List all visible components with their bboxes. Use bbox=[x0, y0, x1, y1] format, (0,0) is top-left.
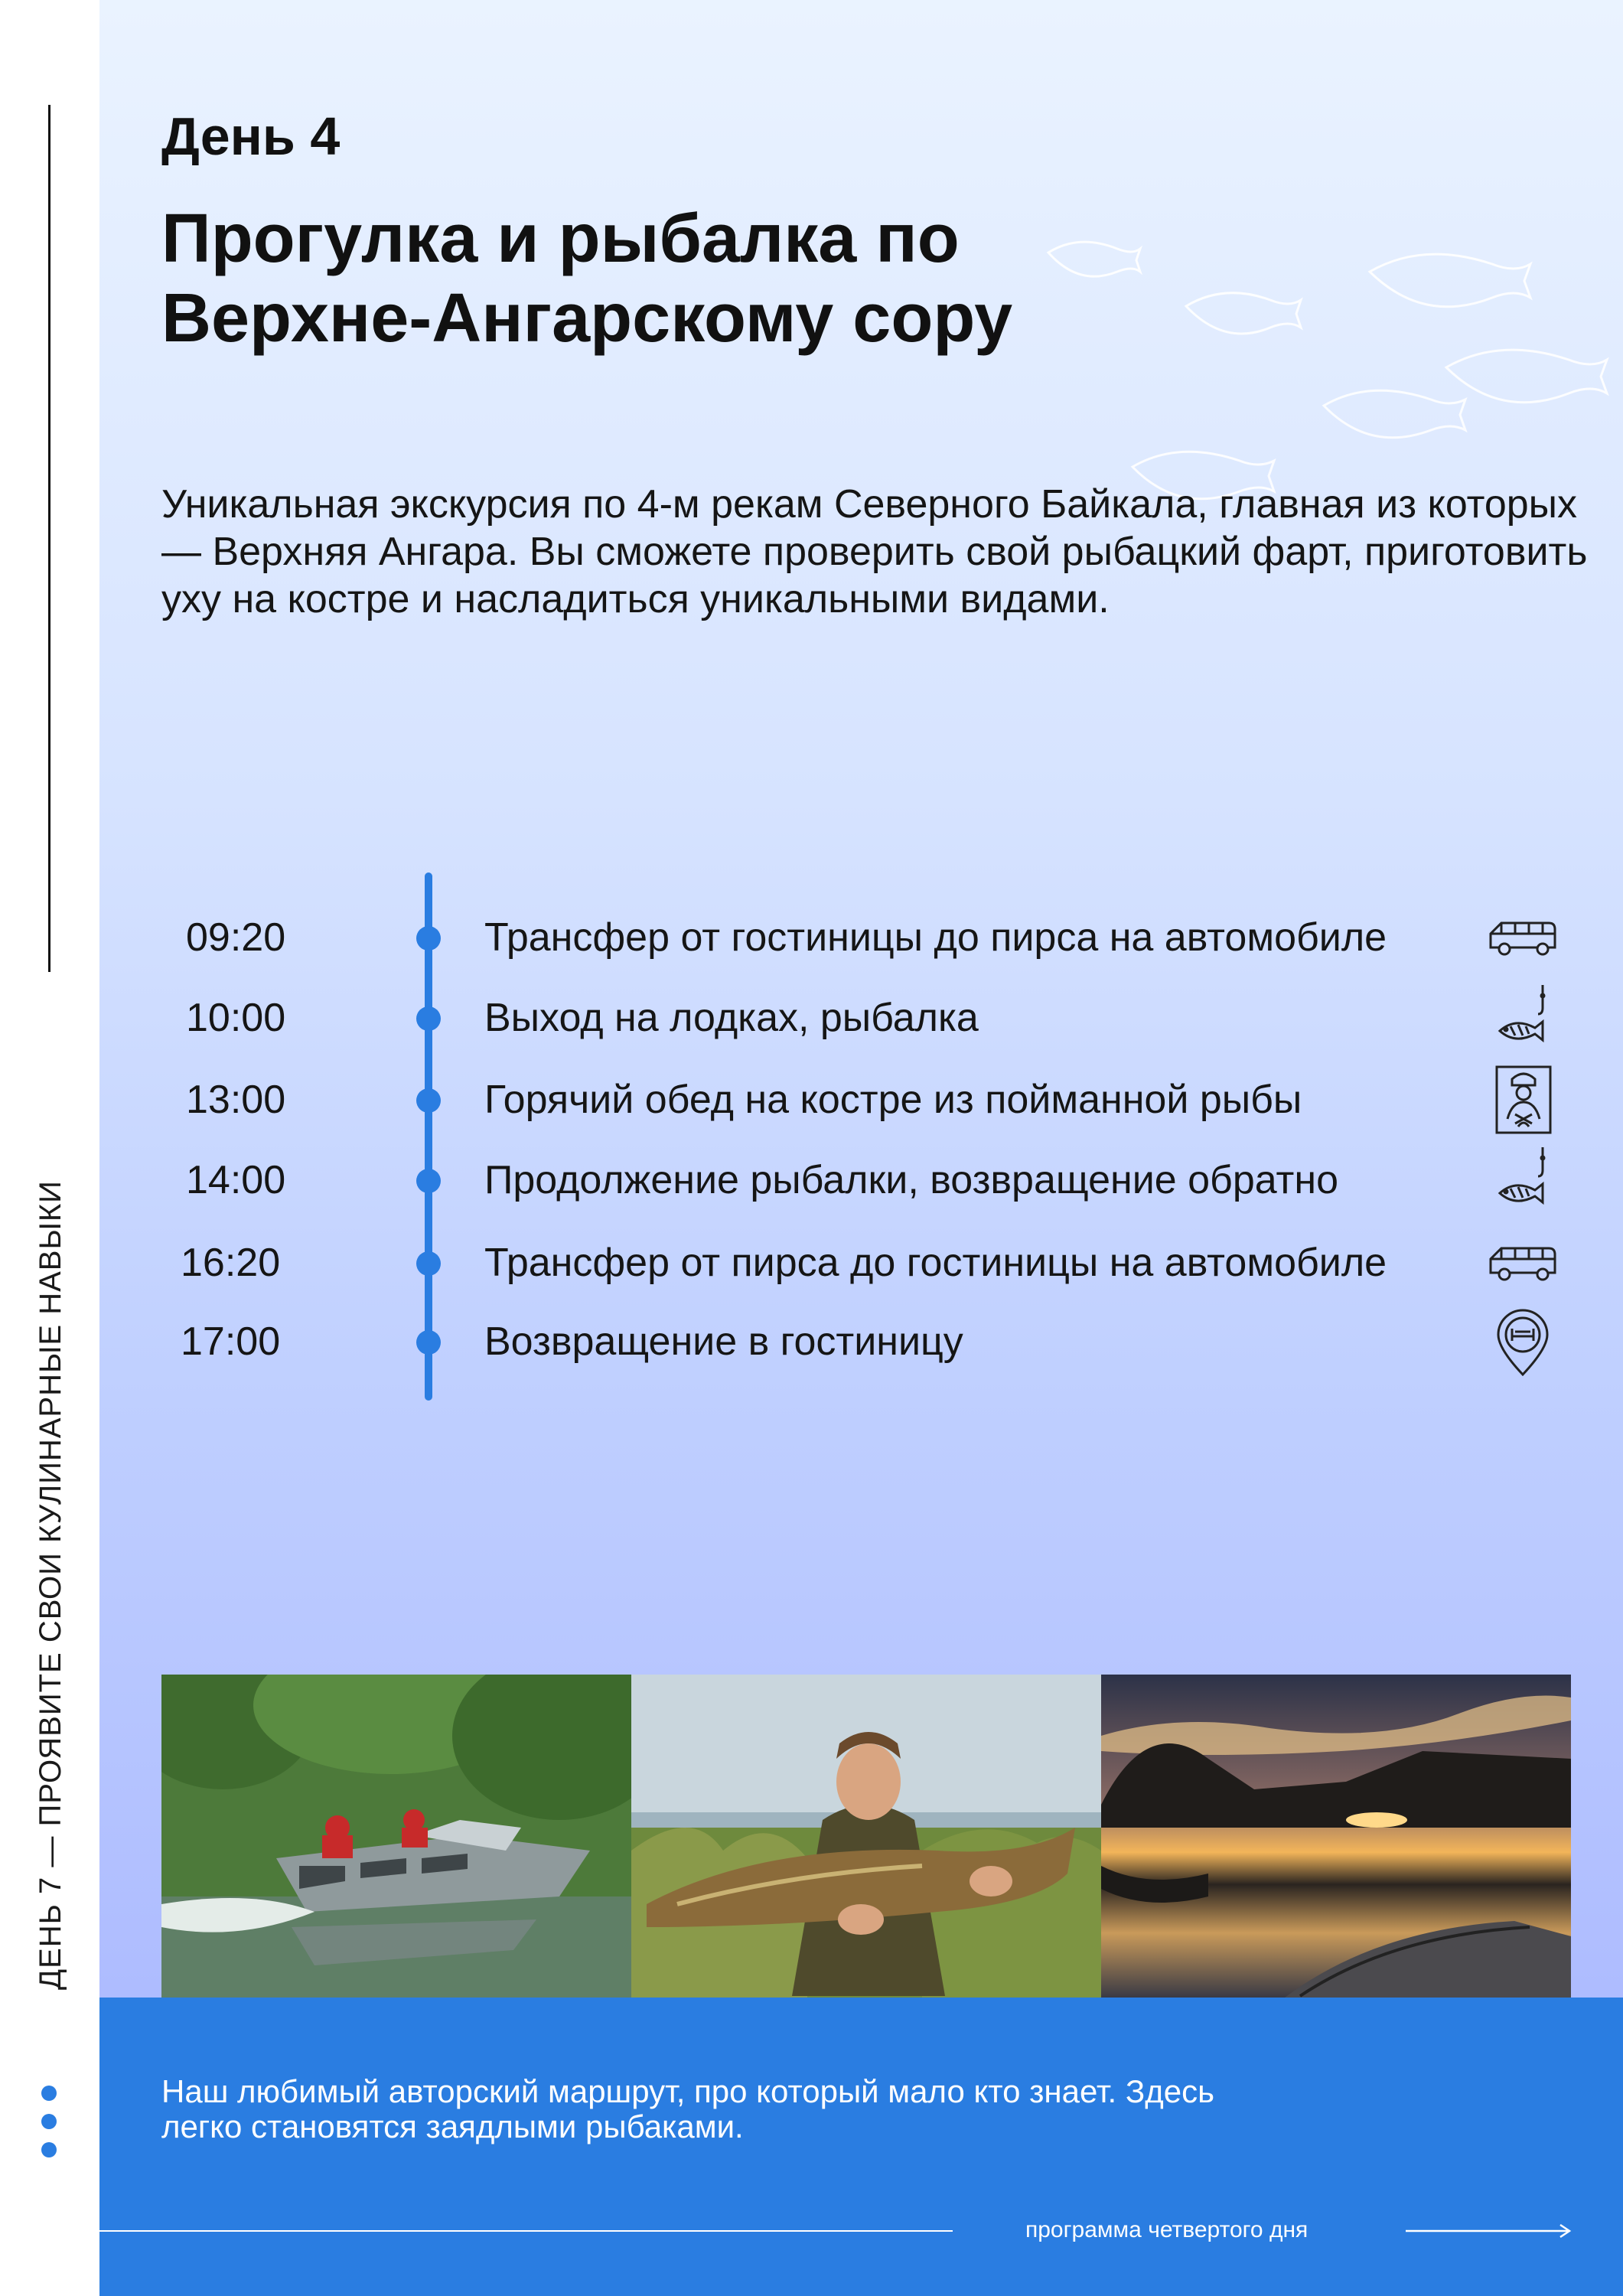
schedule-time: 09:20 bbox=[186, 915, 286, 960]
schedule-text: Продолжение рыбалки, возвращение обратно bbox=[484, 1158, 1338, 1202]
fishing-hook-icon bbox=[1484, 1146, 1561, 1215]
photo-strip bbox=[161, 1675, 1571, 1998]
timeline-dot bbox=[416, 1251, 441, 1276]
fish-3-icon bbox=[1370, 254, 1530, 307]
schedule-row bbox=[99, 1065, 1623, 1134]
schedule-row bbox=[99, 1228, 1623, 1297]
title-line-2: Верхне-Ангарскому сору bbox=[161, 280, 1013, 357]
fish-4-icon bbox=[1446, 350, 1607, 403]
vertical-section-label: ДЕНЬ 7 — ПРОЯВИТЕ СВОИ КУЛИНАРНЫЕ НАВЫКИ bbox=[34, 1180, 67, 1990]
hotel-pin-icon bbox=[1484, 1307, 1561, 1376]
title-line-1: Прогулка и рыбалка по bbox=[161, 201, 960, 277]
day-label: День 4 bbox=[161, 106, 341, 166]
schedule-text: Трансфер от пирса до гостиницы на автомобиле bbox=[484, 1241, 1387, 1285]
schedule-text: Трансфер от гостиницы до пирса на автомобиле bbox=[484, 915, 1387, 960]
arrow-right-icon[interactable] bbox=[1406, 2221, 1574, 2241]
fish-1-icon bbox=[1048, 242, 1140, 276]
schedule-row bbox=[99, 983, 1623, 1052]
schedule-row bbox=[99, 903, 1623, 972]
schedule-time: 13:00 bbox=[186, 1078, 286, 1122]
timeline-dot bbox=[416, 1006, 441, 1031]
fish-5-icon bbox=[1324, 390, 1465, 438]
timeline-dot bbox=[416, 1088, 441, 1113]
schedule-time: 17:00 bbox=[181, 1319, 281, 1364]
fish-2-icon bbox=[1186, 293, 1301, 334]
schedule-time: 10:00 bbox=[186, 996, 286, 1040]
pike-catch-photo bbox=[631, 1675, 1101, 1998]
timeline-dot bbox=[416, 1169, 441, 1193]
schedule-row bbox=[99, 1146, 1623, 1215]
schedule-time: 14:00 bbox=[186, 1158, 286, 1202]
timeline-dot bbox=[416, 1330, 441, 1355]
fishing-hook-icon bbox=[1484, 983, 1561, 1052]
footer-text: Наш любимый авторский маршрут, про который мало кто знает. Здесь легко становятся заядлыми рыбаками. bbox=[161, 2073, 1214, 2144]
van-icon bbox=[1484, 1228, 1561, 1297]
intro-text: Уникальная экскурсия по 4-м рекам Северного Байкала, главная из которых — Верхняя Ангара. Вы сможете проверить свой рыбацкий фарт, приготовить уху на костре и насладиться уникальными видами. bbox=[161, 482, 1588, 621]
sunset-lake-photo bbox=[1101, 1675, 1571, 1998]
van-icon bbox=[1484, 903, 1561, 972]
timeline-dot bbox=[416, 926, 441, 951]
schedule-time: 16:20 bbox=[181, 1241, 281, 1285]
more-dots-icon[interactable] bbox=[41, 2086, 58, 2170]
schedule-row bbox=[99, 1307, 1623, 1376]
schedule-text: Выход на лодках, рыбалка bbox=[484, 996, 979, 1040]
fish-decoration bbox=[1033, 214, 1623, 505]
motorboat-photo bbox=[161, 1675, 631, 1998]
footer-divider bbox=[99, 2230, 953, 2232]
schedule-text: Горячий обед на костре из пойманной рыбы bbox=[484, 1078, 1302, 1122]
footer-caption: программа четвертого дня bbox=[1025, 2217, 1309, 2242]
schedule-text: Возвращение в гостиницу bbox=[484, 1319, 963, 1364]
footer bbox=[99, 1998, 1623, 2296]
sidebar-divider-line bbox=[48, 105, 51, 972]
sidebar bbox=[0, 0, 99, 2296]
cook-icon bbox=[1484, 1065, 1561, 1134]
